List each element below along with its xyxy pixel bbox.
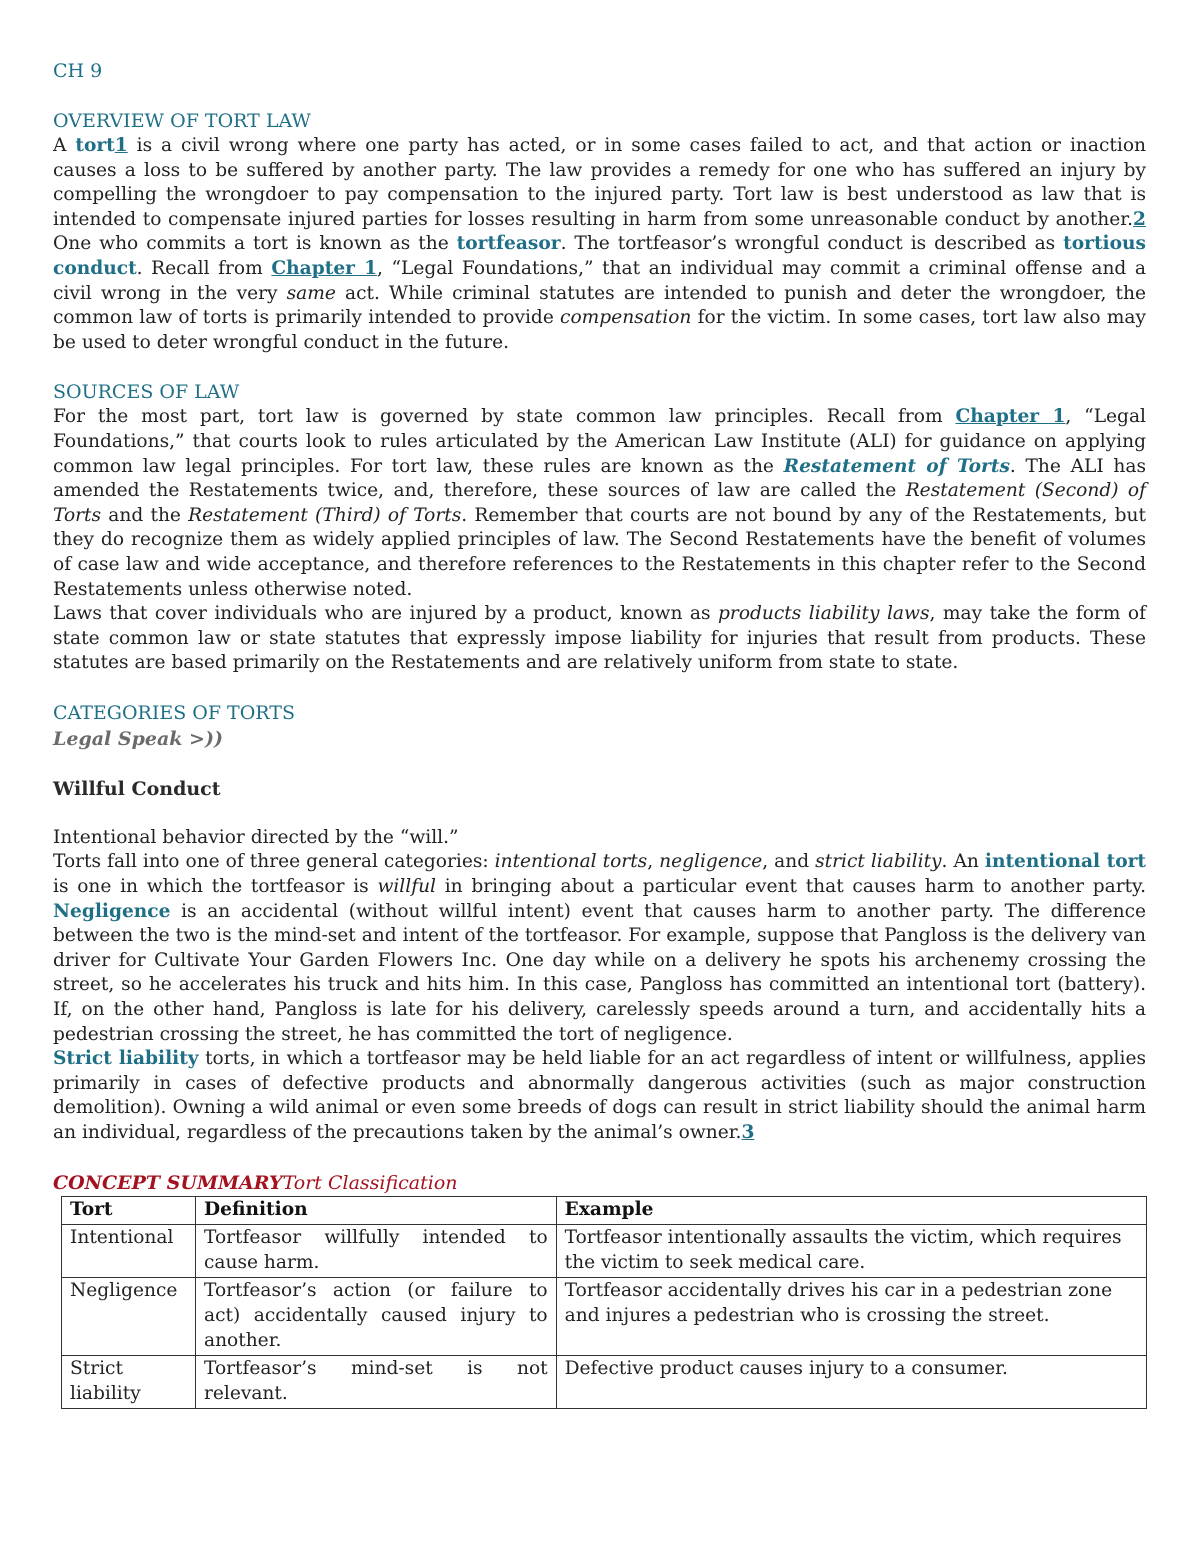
products-liability-paragraph: Laws that cover individuals who are injured by a product, known as products liability laws, may take the form of state common law or state statutes that expressly impose liability for injuries that result from products. These statutes are based primarily on the Restatements and are relatively uniform from state to state.	[53, 603, 1146, 674]
table-cell-example: Tortfeasor intentionally assaults the victim, which requires the victim to seek medical care.	[556, 1225, 1146, 1278]
table-cell-example: Tortfeasor accidentally drives his car in a pedestrian zone and injures a pedestrian who is crossing the street.	[556, 1278, 1146, 1356]
categories-paragraph: Torts fall into one of three general categories: intentional torts, negligence, and strict liability. An intentional tort is one in which the tortfeasor is willful in bringing about a particular event that causes harm to another party. Negligence is an accidental (without willful intent) event that causes harm to another party. The difference between the two is the mind-set and intent of the tortfeasor. For example, suppose that Pangloss is the delivery van driver for Cultivate Your Garden Flowers Inc. One day while on a delivery he spots his archenemy crossing the street, so he accelerates his truck and hits him. In this case, Pangloss has committed an intentional tort (battery). If, on the other hand, Pangloss is late for his delivery, carelessly speeds around a turn, and accidentally hits a pedestrian crossing the street, he has committed the tort of negligence.	[53, 851, 1147, 1045]
table-cell-definition: Tortfeasor’s action (or failure to act) accidentally caused injury to another.	[195, 1278, 556, 1356]
table-cell-tort: Strict liability	[62, 1356, 196, 1409]
term-tortfeasor: tortfeasor	[456, 233, 561, 255]
table-header-cell: Definition	[195, 1196, 556, 1225]
spacer	[53, 84, 1146, 108]
willful-conduct-heading: Willful Conduct	[53, 777, 221, 800]
chapter-label: CH 9	[53, 60, 103, 82]
table-cell-tort: Intentional	[62, 1225, 196, 1278]
spacer	[53, 676, 1146, 700]
term-intentional-tort: intentional tort	[984, 851, 1147, 873]
term-strict-liability: Strict liability	[53, 1048, 199, 1070]
table-cell-definition: Tortfeasor willfully intended to cause harm.	[195, 1225, 556, 1278]
section-heading-overview: OVERVIEW OF TORT LAW	[53, 110, 311, 132]
spacer	[53, 802, 1146, 826]
table-cell-example: Defective product causes injury to a consumer.	[556, 1356, 1146, 1409]
sources-paragraph: For the most part, tort law is governed by state common law principles. Recall from Chapter 1, “Legal Foundations,” that courts look to rules articulated by the American Law Institute (ALI) for guidance on applying common law legal principles. For tort law, these rules are known as the Restatement of Torts. The ALI has amended the Restatements twice, and, therefore, these sources of law are called the Restatement (Second) of Torts and the Restatement (Third) of Torts. Remember that courts are not bound by any of the Restatements, but they do recognize them as widely applied principles of law. The Second Restatements have the benefit of volumes of case law and wide acceptance, and therefore references to the Restatements in this chapter refer to the Second Restatements unless otherwise noted.	[53, 406, 1147, 600]
section-heading-categories: CATEGORIES OF TORTS	[53, 701, 295, 724]
chapter-1-link[interactable]: Chapter 1	[271, 257, 378, 279]
table-cell-tort: Negligence	[62, 1278, 196, 1356]
term-tort: tort	[75, 135, 115, 156]
footnote-link-1[interactable]: 1	[114, 135, 128, 156]
table-row	[62, 1225, 1147, 1278]
table-cell-definition: Tortfeasor’s mind-set is not relevant.	[195, 1356, 556, 1409]
strict-liability-paragraph: Strict liability torts, in which a tortfeasor may be held liable for an act regardless of intent or willfulness, applies primarily in cases of defective products and abnormally dangerous activities (such as major construction demolition). Owning a wild animal or even some breeds of dogs can result in strict liability should the animal harm an individual, regardless of the precautions taken by the animal’s owner.3	[53, 1048, 1146, 1143]
table-row	[62, 1356, 1147, 1409]
table-header-cell: Example	[556, 1196, 1146, 1225]
term-negligence: Negligence	[53, 900, 171, 922]
footnote-link-2[interactable]: 2	[1133, 208, 1146, 230]
overview-paragraph: A tort1 is a civil wrong where one party has acted, or in some cases failed to act, and that action or inaction causes a loss to be suffered by another party. The law provides a remedy for one who has suffered an injury by compelling the wrongdoer to pay compensation to the injured party. Tort law is best understood as law that is intended to compensate injured parties for losses resulting in harm from some unreasonable conduct by another.2 One who commits a tort is known as the tortfeasor. The tortfeasor’s wrongful conduct is described as tortious conduct. Recall from Chapter 1, “Legal Foundations,” that an individual may commit a criminal offense and a civil wrong in the very same act. While criminal statutes are intended to punish and deter the wrongdoer, the common law of torts is primarily intended to provide compensation for the victim. In some cases, tort law also may be used to deter wrongful conduct in the future.	[53, 135, 1147, 353]
term-tortious-conduct: tortious conduct	[53, 233, 1146, 279]
term-restatement-of-torts: Restatement of Torts	[783, 455, 1010, 477]
table-row	[62, 1278, 1147, 1356]
spacer	[53, 752, 1146, 776]
tort-classification-table	[61, 1196, 1147, 1410]
table-header-cell: Tort	[62, 1196, 196, 1225]
legal-speak-label: Legal Speak >))	[53, 727, 223, 750]
spacer	[53, 355, 1146, 379]
section-heading-sources: SOURCES OF LAW	[53, 381, 240, 404]
chapter-1-link[interactable]: Chapter 1	[955, 406, 1066, 428]
table-header-row	[62, 1196, 1147, 1225]
footnote-link-3[interactable]: 3	[741, 1122, 755, 1143]
document-page	[53, 58, 1146, 1409]
spacer	[53, 1146, 1146, 1170]
willful-conduct-definition: Intentional behavior directed by the “will.”	[53, 826, 459, 848]
concept-summary-title: CONCEPT SUMMARYTort Classification	[53, 1171, 458, 1194]
